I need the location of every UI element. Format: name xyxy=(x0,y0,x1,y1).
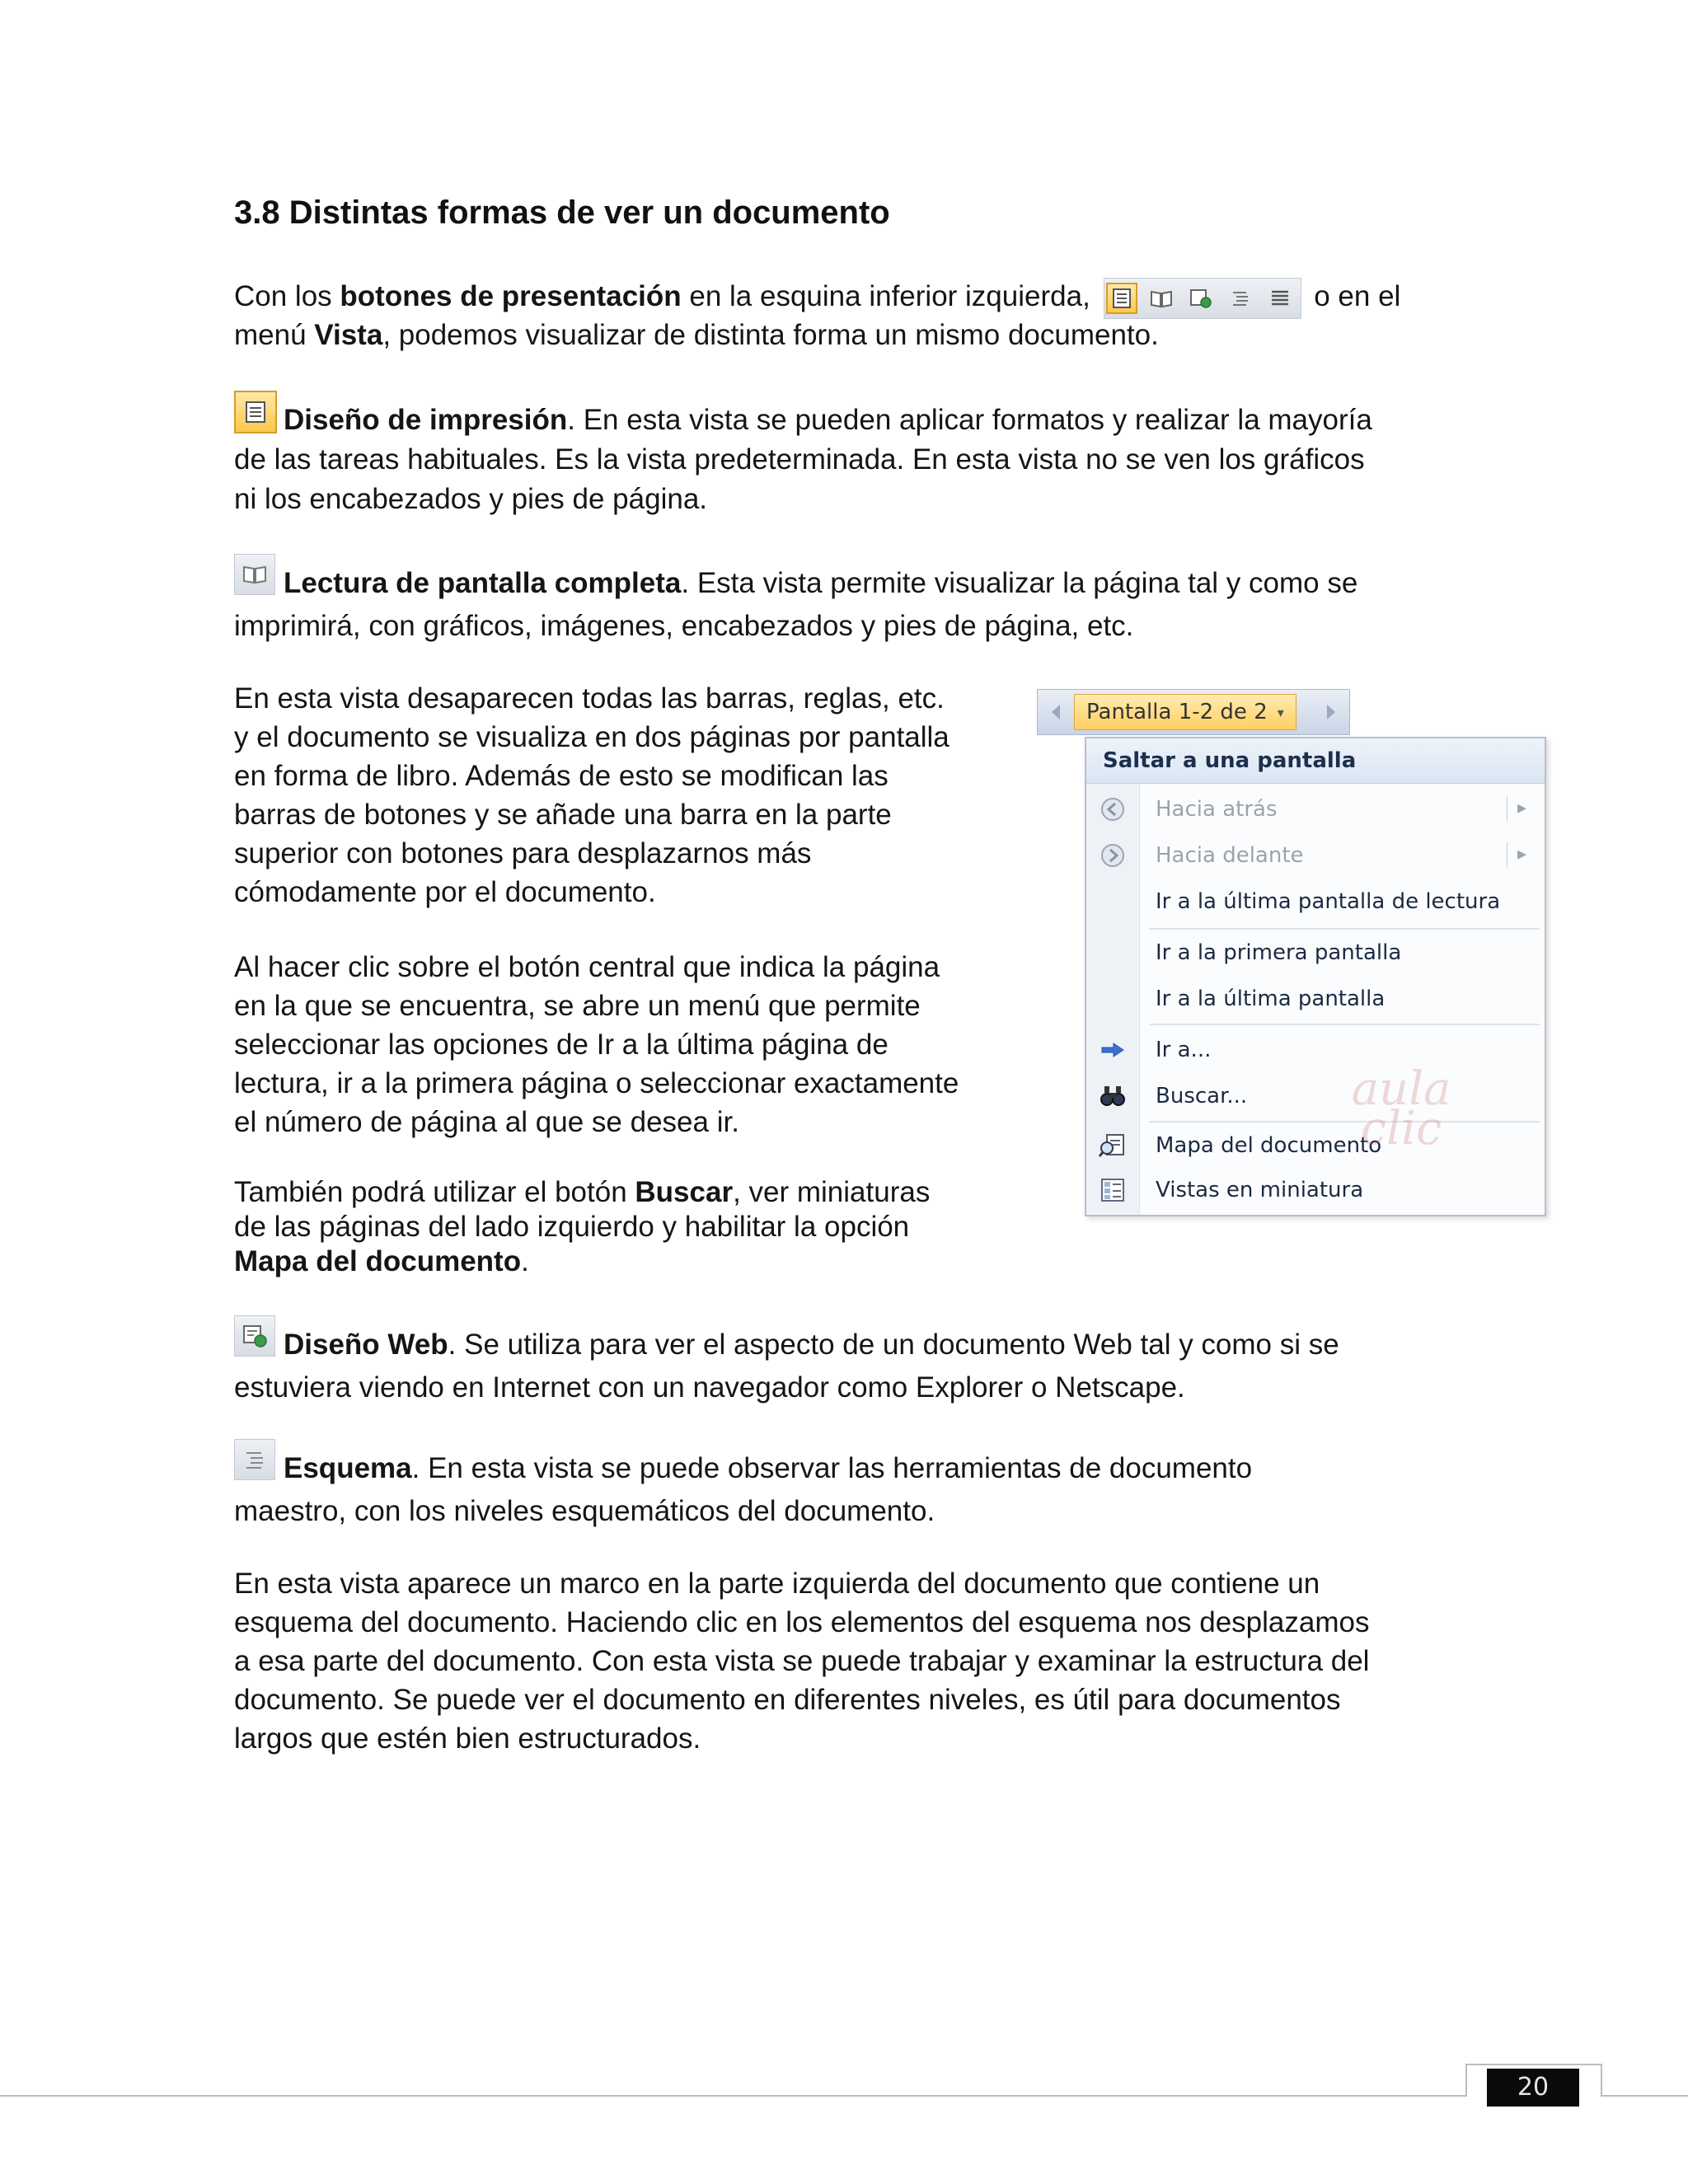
menu-item-find[interactable]: Buscar... xyxy=(1086,1075,1545,1118)
section-heading: 3.8 Distintas formas de ver un documento xyxy=(234,194,890,231)
footer-rule xyxy=(1602,2095,1688,2097)
reading-paragraph-2: En esta vista desaparecen todas las barras, reglas, etc. y el documento se visualiza en dos páginas por pantalla en forma de libro. Además de esto se modifican las barras de botones y se añade una barra en la parte superior con botones para desplazarnos más cómodamente por el documento. xyxy=(234,682,950,908)
full-screen-reading-icon[interactable] xyxy=(1146,283,1177,314)
menu-item-first-screen[interactable]: Ir a la primera pantalla xyxy=(1156,940,1402,965)
arrow-right-icon xyxy=(1086,1041,1139,1059)
submenu-arrow-icon: ▸ xyxy=(1507,796,1526,821)
previous-screen-button[interactable] xyxy=(1038,690,1074,734)
menu-item-forward[interactable]: Hacia delante ▸ xyxy=(1086,834,1545,877)
menu-item-thumbnails[interactable]: Vistas en miniatura xyxy=(1086,1169,1545,1212)
menu-item-last-reading-screen[interactable]: Ir a la última pantalla de lectura xyxy=(1156,889,1501,914)
document-map-icon xyxy=(1086,1133,1139,1158)
binoculars-icon xyxy=(1086,1085,1139,1108)
back-circle-icon xyxy=(1086,796,1139,823)
footer-tab-border xyxy=(1465,2064,1467,2097)
print-layout-paragraph: Diseño de impresión. En esta vista se pueden aplicar formatos y realizar la mayoría de las tareas habituales. Es la vista predeterminada. En esta vista no se ven los gráficos ni los encabezados y pies de página. xyxy=(234,404,1372,515)
dropdown-arrow-icon: ▾ xyxy=(1277,704,1284,720)
outline-paragraph: Esquema. En esta vista se puede observar las herramientas de documento maestro, con los niveles esquemáticos del documento. xyxy=(234,1452,1253,1527)
menu-item-back[interactable]: Hacia atrás ▸ xyxy=(1086,788,1545,831)
web-layout-paragraph: Diseño Web. Se utiliza para ver el aspecto de un documento Web tal y como si se estuviera viendo en Internet con un navegador como Explorer o Netscape. xyxy=(234,1329,1339,1404)
footer-rule xyxy=(0,2095,1467,2097)
forward-circle-icon xyxy=(1086,842,1139,869)
web-layout-icon[interactable] xyxy=(1185,283,1217,314)
menu-separator xyxy=(1149,928,1540,930)
menu-item-document-map[interactable]: Mapa del documento xyxy=(1086,1124,1545,1167)
menu-title: Saltar a una pantalla xyxy=(1086,738,1545,784)
page-number: 20 xyxy=(1487,2069,1579,2107)
jump-to-screen-menu xyxy=(1085,737,1546,1216)
next-screen-button[interactable] xyxy=(1313,690,1349,734)
reading-paragraph: Lectura de pantalla completa. Esta vista permite visualizar la página tal y como se imprimirá, con gráficos, imágenes, encabezados y pies de página, etc. xyxy=(234,567,1358,642)
current-screen-dropdown[interactable]: Pantalla 1-2 de 2 ▾ xyxy=(1074,694,1296,730)
menu-item-last-screen[interactable]: Ir a la última pantalla xyxy=(1156,987,1386,1011)
intro-paragraph: Con los botones de presentación en la esquina inferior izquierda, o en el menú Vista, podemos visualizar de distinta forma un mismo documento. xyxy=(234,274,1470,355)
watermark-logo: aula clic xyxy=(1351,1062,1451,1155)
outline-paragraph-2: En esta vista aparece un marco en la parte izquierda del documento que contiene un esquema del documento. Haciendo clic en los elementos del esquema nos desplazamos a esa parte del documento. Con esta vista se puede trabajar y examinar la estructura del documento. Se puede ver el documento en diferentes niveles, es útil para documentos largos que estén bien estructurados. xyxy=(234,1568,1370,1755)
menu-separator xyxy=(1149,1024,1540,1025)
footer-tab-border xyxy=(1465,2064,1602,2065)
view-buttons-toolbar xyxy=(1104,278,1301,319)
reading-paragraph-3: Al hacer clic sobre el botón central que indica la página en la que se encuentra, se abre un menú que permite seleccionar las opciones de Ir a la última página de lectura, ir a la primera página o seleccionar exactamente el número de página al que se desea ir. xyxy=(234,951,959,1138)
reading-navigation-bar xyxy=(1037,689,1350,735)
thumbnails-icon xyxy=(1086,1178,1139,1202)
draft-icon[interactable] xyxy=(1264,283,1296,314)
submenu-arrow-icon: ▸ xyxy=(1507,842,1526,867)
footer-tab-border xyxy=(1601,2064,1602,2097)
reading-paragraph-4: También podrá utilizar el botón Buscar, ver miniaturas de las páginas del lado izquierdo y habilitar la opción Mapa del documento. xyxy=(234,1176,931,1277)
print-layout-icon[interactable] xyxy=(1106,283,1137,314)
outline-icon[interactable] xyxy=(1225,283,1256,314)
menu-item-go-to[interactable]: Ir a... xyxy=(1086,1029,1545,1071)
